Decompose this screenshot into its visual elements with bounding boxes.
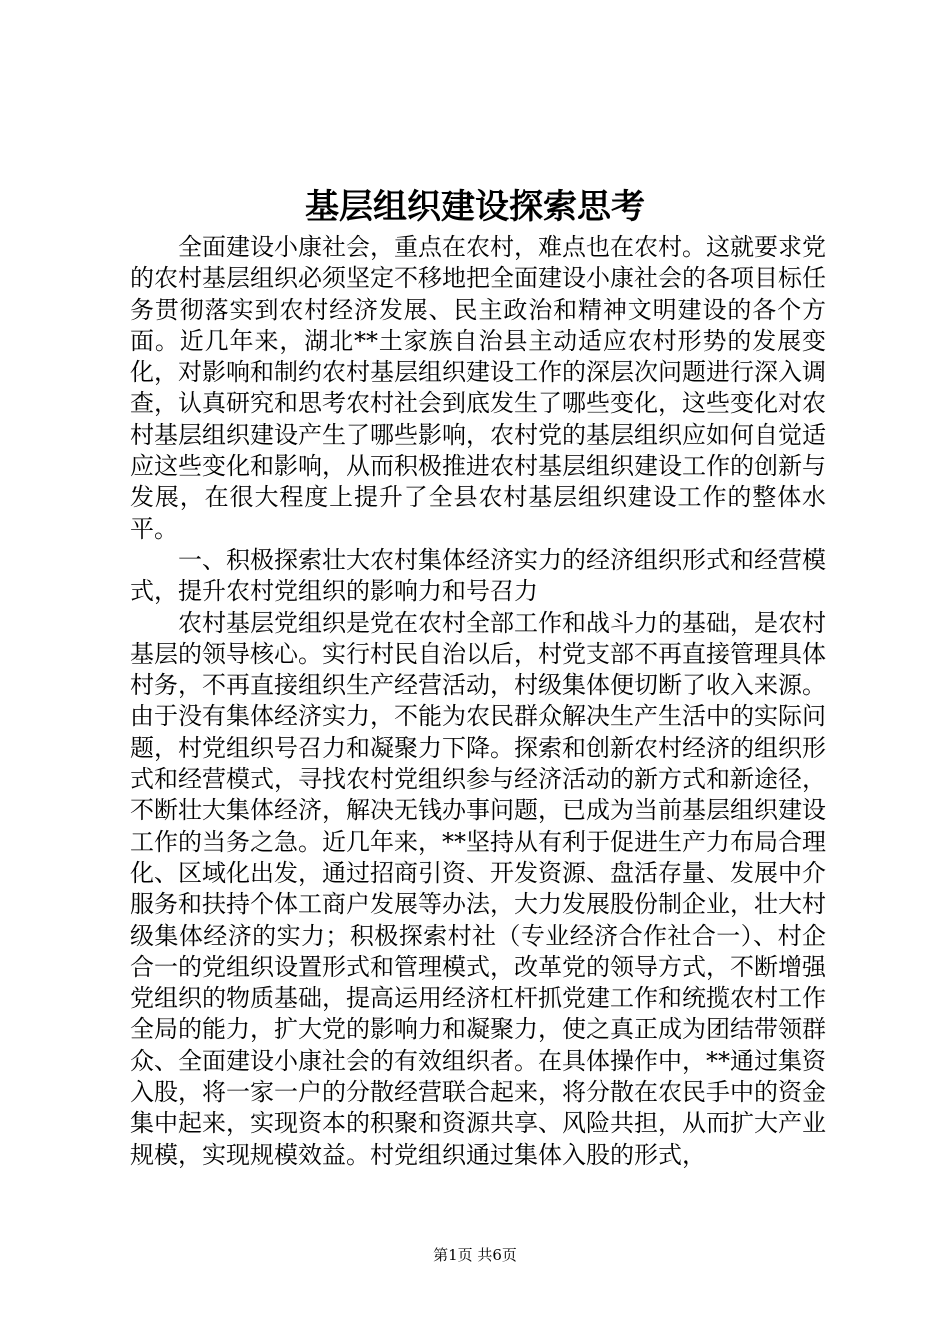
section-heading-1: 一、积极探索壮大农村集体经济实力的经济组织形式和经营模式，提升农村党组织的影响力和号召力 [130, 545, 826, 606]
document-body [130, 232, 826, 1171]
document-title: 基层组织建设探索思考 [305, 187, 645, 227]
paragraph-section-1: 农村基层党组织是党在农村全部工作和战斗力的基础，是农村基层的领导核心。实行村民自治以后，村党支部不再直接管理具体村务，不再直接组织生产经营活动，村级集体便切断了收入来源。由于没有集体经济实力，不能为农民群众解决生产生活中的实际问题，村党组织号召力和凝聚力下降。探索和创新农村经济的组织形式和经营模式，寻找农村党组织参与经济活动的新方式和新途径，不断壮大集体经济，解决无钱办事问题，已成为当前基层组织建设工作的当务之急。近几年来，**坚持从有利于促进生产力布局合理化、区域化出发，通过招商引资、开发资源、盘活存量、发展中介服务和扶持个体工商户发展等办法，大力发展股份制企业，壮大村级集体经济的实力；积极探索村社（专业经济合作社合一）、村企合一的党组织设置形式和管理模式，改革党的领导方式，不断增强党组织的物质基础，提高运用经济杠杆抓党建工作和统揽农村工作全局的能力，扩大党的影响力和凝聚力，使之真正成为团结带领群众、全面建设小康社会的有效组织者。在具体操作中，**通过集资入股，将一家一户的分散经营联合起来，将分散在农民手中的资金集中起来，实现资本的积聚和资源共享、风险共担，从而扩大产业规模，实现规模效益。村党组织通过集体入股的形式， [130, 608, 826, 1169]
paragraph-intro: 全面建设小康社会，重点在农村，难点也在农村。这就要求党的农村基层组织必须坚定不移地把全面建设小康社会的各项目标任务贯彻落实到农村经济发展、民主政治和精神文明建设的各个方面。近几年来，湖北**土家族自治县主动适应农村形势的发展变化，对影响和制约农村基层组织建设工作的深层次问题进行深入调查，认真研究和思考农村社会到底发生了哪些变化，这些变化对农村基层组织建设产生了哪些影响，农村党的基层组织应如何自觉适应这些变化和影响，从而积极推进农村基层组织建设工作的创新与发展，在很大程度上提升了全县农村基层组织建设工作的整体水平。 [130, 233, 826, 543]
page-number-footer: 第1页 共6页 [433, 1246, 517, 1264]
